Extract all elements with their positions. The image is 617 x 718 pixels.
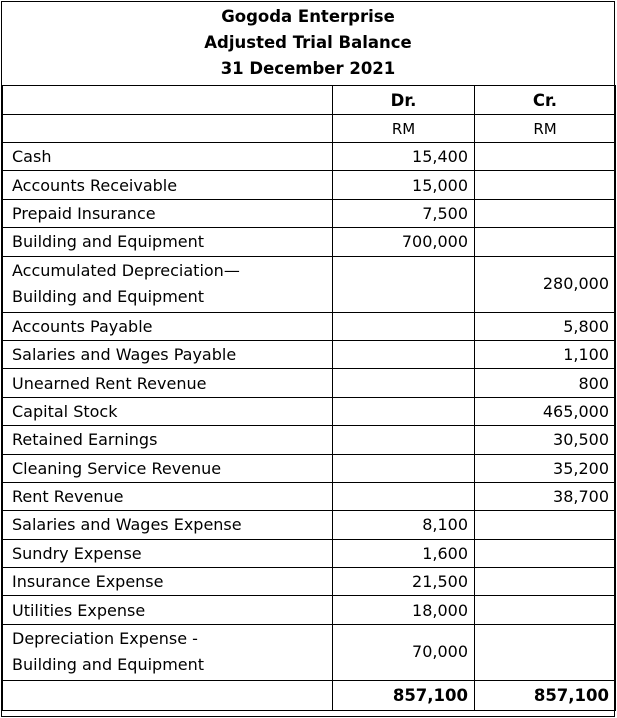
account-name: Capital Stock <box>3 397 333 425</box>
account-name <box>3 256 333 312</box>
account-name-line-2: Building and Equipment <box>12 655 205 675</box>
credit-amount <box>475 228 616 256</box>
trial-balance-document <box>1 1 615 717</box>
debit-unit: RM <box>333 115 475 143</box>
company-name: Gogoda Enterprise <box>221 7 395 26</box>
credit-amount: 35,200 <box>475 454 616 482</box>
debit-total: 857,100 <box>333 680 475 710</box>
debit-amount <box>333 482 475 510</box>
credit-amount <box>475 511 616 539</box>
account-name: Accounts Payable <box>3 312 333 340</box>
account-name: Utilities Expense <box>3 596 333 624</box>
account-name <box>3 624 333 680</box>
title-block <box>2 2 614 85</box>
totals-row <box>3 680 616 710</box>
table-row <box>3 511 616 539</box>
column-header-row <box>3 86 616 115</box>
table-row <box>3 482 616 510</box>
debit-amount: 1,600 <box>333 539 475 567</box>
table-row <box>3 369 616 397</box>
table-row <box>3 143 616 171</box>
debit-amount <box>333 256 475 312</box>
credit-amount: 5,800 <box>475 312 616 340</box>
debit-amount <box>333 369 475 397</box>
credit-amount <box>475 171 616 199</box>
table-row <box>3 454 616 482</box>
table-row <box>3 228 616 256</box>
account-name: Accounts Receivable <box>3 171 333 199</box>
table-row <box>3 596 616 624</box>
debit-amount: 70,000 <box>333 624 475 680</box>
account-name: Retained Earnings <box>3 426 333 454</box>
unit-row <box>3 115 616 143</box>
table-row <box>3 624 616 680</box>
debit-amount <box>333 312 475 340</box>
credit-amount: 30,500 <box>475 426 616 454</box>
credit-amount <box>475 596 616 624</box>
debit-amount: 700,000 <box>333 228 475 256</box>
account-name: Rent Revenue <box>3 482 333 510</box>
table-row <box>3 340 616 368</box>
debit-amount: 18,000 <box>333 596 475 624</box>
account-name: Salaries and Wages Payable <box>3 340 333 368</box>
debit-amount: 7,500 <box>333 199 475 227</box>
debit-amount <box>333 397 475 425</box>
account-name-line-1: Accumulated Depreciation— <box>12 261 240 281</box>
account-name: Sundry Expense <box>3 539 333 567</box>
account-name: Insurance Expense <box>3 568 333 596</box>
trial-balance-table <box>2 85 616 711</box>
credit-amount <box>475 539 616 567</box>
account-name: Salaries and Wages Expense <box>3 511 333 539</box>
credit-amount: 38,700 <box>475 482 616 510</box>
statement-date: 31 December 2021 <box>220 59 396 78</box>
debit-amount <box>333 426 475 454</box>
debit-amount: 15,400 <box>333 143 475 171</box>
credit-column-header: Cr. <box>475 86 616 115</box>
debit-amount: 8,100 <box>333 511 475 539</box>
account-name: Unearned Rent Revenue <box>3 369 333 397</box>
debit-amount: 15,000 <box>333 171 475 199</box>
credit-amount: 280,000 <box>475 256 616 312</box>
table-row <box>3 312 616 340</box>
account-name: Prepaid Insurance <box>3 199 333 227</box>
credit-amount <box>475 624 616 680</box>
table-row <box>3 426 616 454</box>
table-row <box>3 568 616 596</box>
unit-row-account-cell <box>3 115 333 143</box>
credit-amount <box>475 199 616 227</box>
credit-unit: RM <box>475 115 616 143</box>
debit-amount <box>333 340 475 368</box>
credit-amount: 465,000 <box>475 397 616 425</box>
debit-column-header: Dr. <box>333 86 475 115</box>
account-name-line-1: Depreciation Expense - <box>12 629 198 649</box>
debit-amount: 21,500 <box>333 568 475 596</box>
credit-amount <box>475 143 616 171</box>
credit-amount: 800 <box>475 369 616 397</box>
credit-total: 857,100 <box>475 680 616 710</box>
debit-amount <box>333 454 475 482</box>
table-row <box>3 256 616 312</box>
credit-amount: 1,100 <box>475 340 616 368</box>
table-row <box>3 171 616 199</box>
account-name-line-2: Building and Equipment <box>12 287 205 307</box>
table-row <box>3 539 616 567</box>
account-name: Building and Equipment <box>3 228 333 256</box>
table-row <box>3 199 616 227</box>
table-row <box>3 397 616 425</box>
account-name: Cleaning Service Revenue <box>3 454 333 482</box>
account-column-header <box>3 86 333 115</box>
totals-label-cell <box>3 680 333 710</box>
credit-amount <box>475 568 616 596</box>
account-name: Cash <box>3 143 333 171</box>
statement-title: Adjusted Trial Balance <box>204 33 412 52</box>
